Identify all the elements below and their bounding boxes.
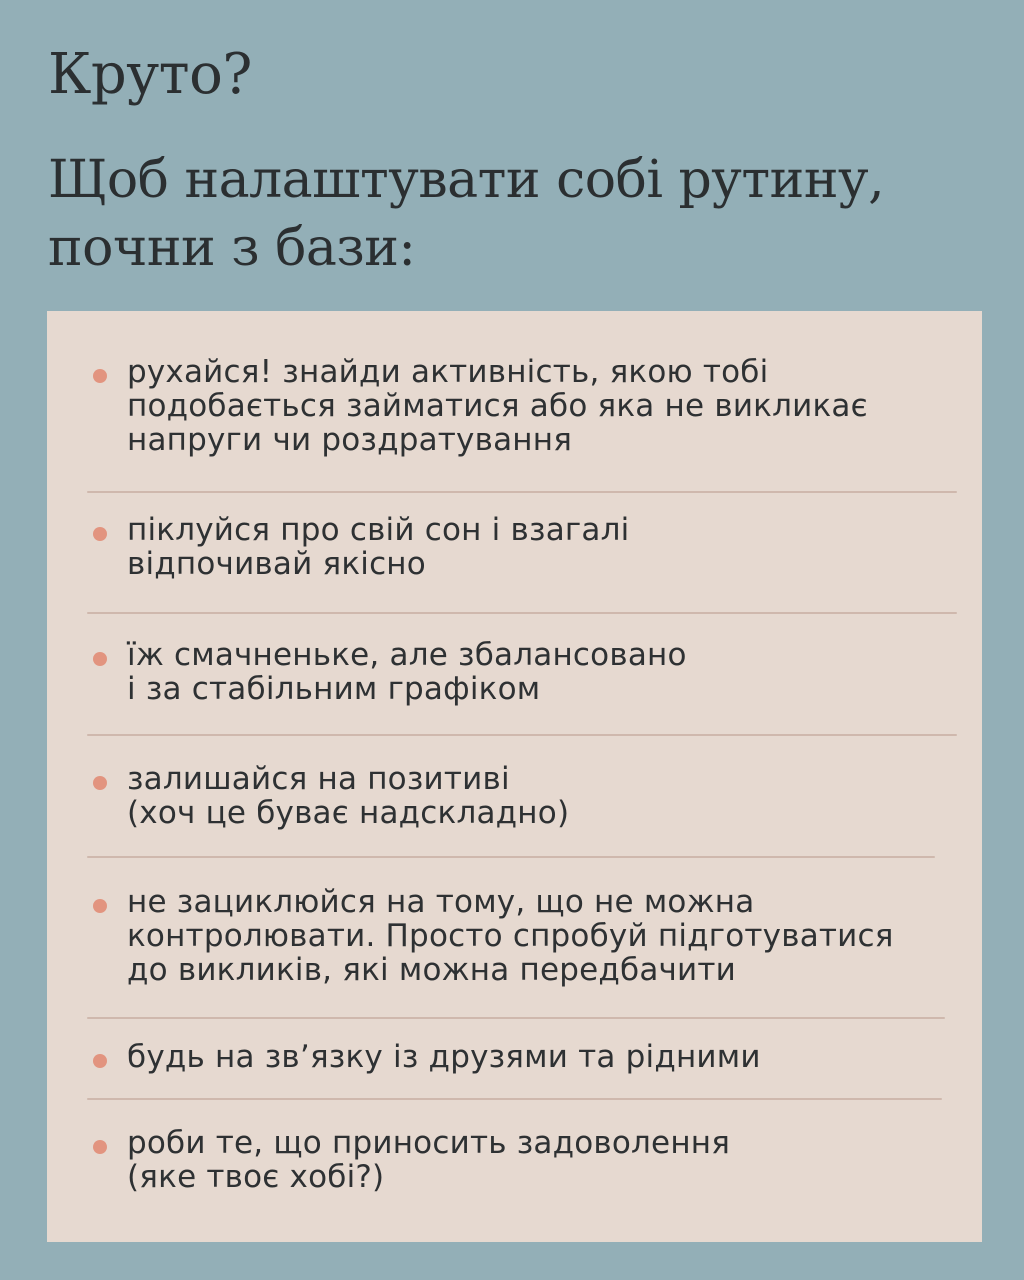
divider: [87, 1098, 942, 1100]
bullet-icon: [93, 776, 107, 790]
list-item-text: будь на зв’язку із друзями та рідними: [127, 1039, 761, 1075]
divider: [87, 1017, 945, 1019]
bullet-icon: [93, 527, 107, 541]
bullet-icon: [93, 652, 107, 666]
divider: [87, 612, 957, 614]
divider: [87, 491, 957, 493]
list-item-text: не зациклюйся на тому, що не можна контролювати. Просто спробуй підготуватися до викликів, які можна передбачити: [127, 884, 894, 988]
tips-card: [47, 311, 982, 1242]
title-intro: Щоб налаштувати собі рутину, почни з бази:: [48, 150, 885, 278]
title-question: Круто?: [48, 42, 252, 107]
bullet-icon: [93, 1054, 107, 1068]
list-item-text: піклуйся про свій сон і взагалі відпочивай якісно: [127, 512, 630, 582]
divider: [87, 856, 935, 858]
list-item-text: рухайся! знайди активність, якою тобі подобається займатися або яка не викликає напруги чи роздратування: [127, 354, 868, 458]
bullet-icon: [93, 899, 107, 913]
list-item-text: їж смачненьке, але збалансовано і за стабільним графіком: [127, 637, 687, 707]
list-item-text: роби те, що приносить задоволення (яке твоє хобі?): [127, 1125, 731, 1195]
bullet-icon: [93, 1140, 107, 1154]
bullet-icon: [93, 369, 107, 383]
list-item-text: залишайся на позитиві (хоч це буває надскладно): [127, 761, 570, 831]
divider: [87, 734, 957, 736]
